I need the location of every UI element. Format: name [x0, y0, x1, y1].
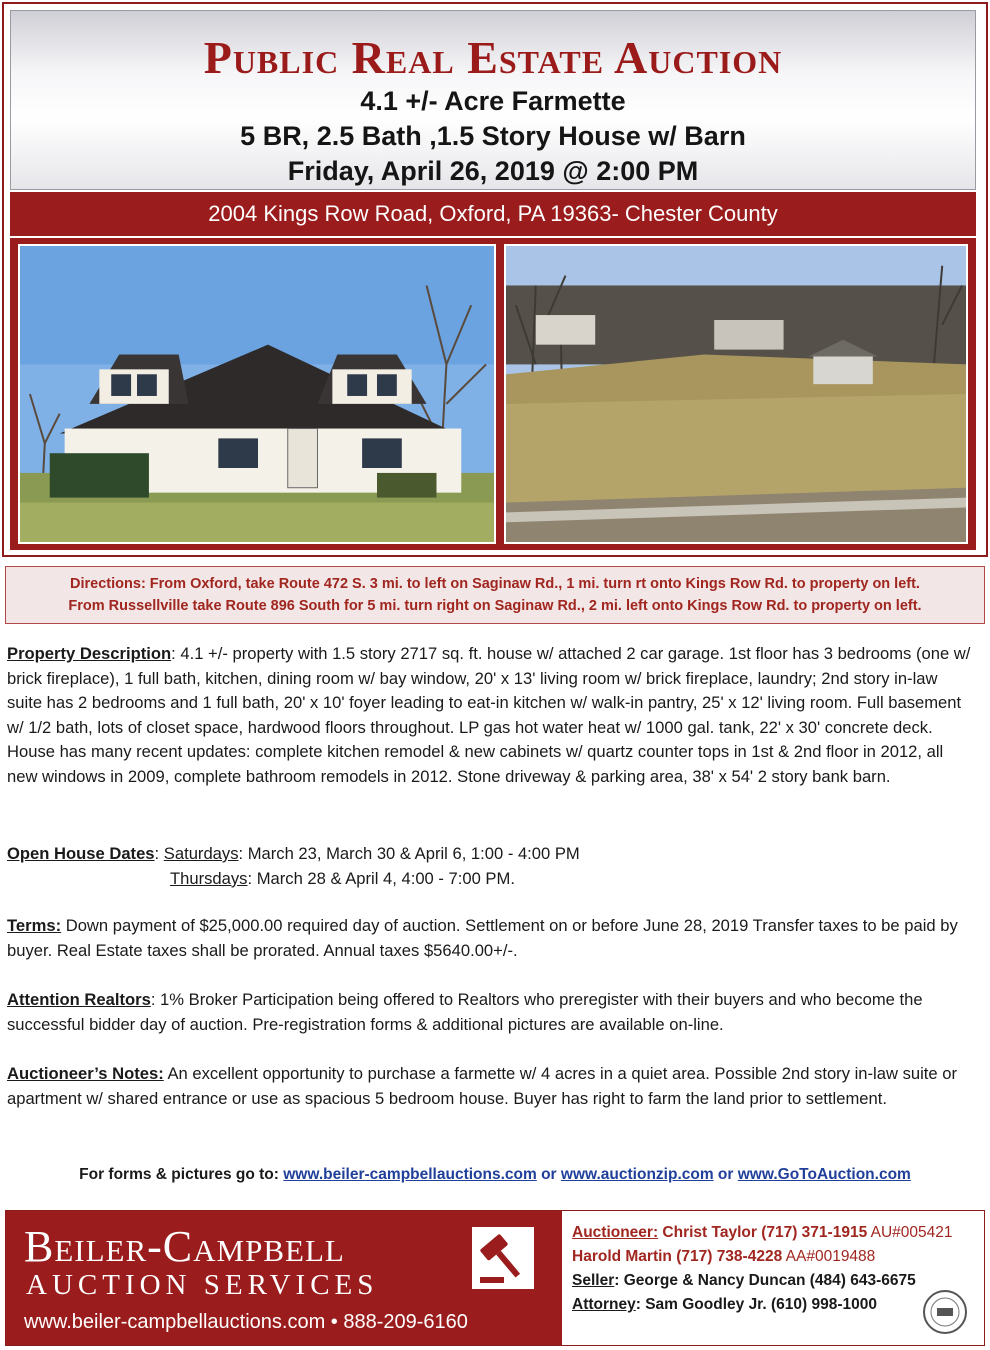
footer [5, 1210, 985, 1346]
terms-label: Terms: [7, 916, 62, 935]
directions-box [5, 566, 985, 624]
page-title: Public Real Estate Auction [203, 32, 783, 83]
link-auctionzip[interactable]: www.auctionzip.com [560, 1166, 714, 1183]
open-house-label: Open House Dates [7, 844, 155, 863]
auctioneer-2-license: AA#0019488 [782, 1248, 876, 1265]
terms [7, 914, 977, 963]
directions-line-1: Directions: From Oxford, take Route 472 S. 3 mi. to left on Saginaw Rd., 1 mi. turn rt onto Kings Row Rd. to property on left. [70, 576, 920, 592]
auctioneer-label: Auctioneer: [572, 1224, 659, 1241]
forms-or-1: or [536, 1166, 561, 1183]
company-name: Beiler-Campbell [24, 1222, 345, 1271]
company-web-phone: www.beiler-campbellauctions.com • 888-209-6160 [24, 1311, 468, 1333]
thursdays-text: : March 28 & April 4, 4:00 - 7:00 PM. [247, 868, 515, 888]
auctioneers-notes-label: Auctioneer’s Notes: [7, 1064, 164, 1083]
attorney-label: Attorney [572, 1296, 636, 1313]
company-logo-block [6, 1211, 562, 1345]
auctioneer-1: Christ Taylor (717) 371-1915 [658, 1224, 868, 1241]
link-gotoauction[interactable]: www.GoToAuction.com [737, 1166, 911, 1183]
auction-date-line: Friday, April 26, 2019 @ 2:00 PM [287, 156, 699, 186]
link-beiler-campbell[interactable]: www.beiler-campbellauctions.com [283, 1166, 537, 1183]
open-house-dates: Open House Dates: Saturdays: March 23, March 30 & April 6, 1:00 - 4:00 PM Thursdays: March 28 & April 4, 4:00 - 7:00 PM. [7, 844, 580, 888]
seller-label: Seller [572, 1272, 615, 1289]
auctioneer-1-license: AU#005421 [867, 1224, 953, 1241]
property-description [7, 642, 977, 790]
company-services: AUCTION SERVICES [26, 1269, 379, 1301]
terms-text: Down payment of $25,000.00 required day of auction. Settlement on or before June 28, 2019 Transfer taxes to be paid by buyer. Real Estate taxes shall be prorated. Annual taxes $5640.00+/-. [7, 916, 958, 960]
forms-or-2: or [713, 1166, 738, 1183]
auctioneer-2: Harold Martin (717) 738-4228 [572, 1248, 783, 1265]
saturdays-label: Saturdays [163, 844, 239, 863]
photo-strip [10, 238, 976, 550]
directions-line-2: From Russellville take Route 896 South for 5 mi. turn right on Saginaw Rd., 2 mi. left onto Kings Row Rd. to property on left. [68, 598, 922, 614]
property-description-label: Property Description [7, 644, 172, 663]
farmland-barn-photo [504, 244, 968, 544]
attention-realtors [7, 988, 977, 1037]
auctioneers-notes [7, 1062, 977, 1111]
attorney: : Sam Goodley Jr. (610) 998-1000 [635, 1296, 877, 1313]
house-summary-line: 5 BR, 2.5 Bath ,1.5 Story House w/ Barn [240, 121, 746, 151]
acreage-line: 4.1 +/- Acre Farmette [360, 86, 626, 116]
attention-realtors-label: Attention Realtors [7, 990, 151, 1009]
property-description-text: : 4.1 +/- property with 1.5 story 2717 sq. ft. house w/ attached 2 car garage. 1st floor has 3 bedrooms (one w/ brick fireplace), 1 full bath, kitchen, dining room w/ bay window, 20' x 13' living room w/ brick fireplace, laundry; 2nd story in-law suite has 2 bedrooms and 1 full bath, 20' x 10' foyer leading to eat-in kitchen w/ walk-in pantry, 25' x 12' living room. Full basement w/ 1/2 bath, lots of closet space, hardwood floors throughout. LP gas hot water heat w/ 1000 gal. tank, 22' x 30' concrete deck. House has many recent updates: complete kitchen remodel & new cabinets w/ quartz counter tops in 1st & 2nd floor in 2012, all new windows in 2009, complete bathroom remodels in 2012. Stone driveway & parking area, 38' x 54' 2 story bank barn. [7, 644, 971, 786]
header-banner [10, 10, 976, 190]
auctioneers-notes-text: An excellent opportunity to purchase a farmette w/ 4 acres in a quiet area. Possible 2nd story in-law suite or apartment w/ shared entrance or use as spacious 5 bedroom house. Buyer has right to farm the land prior to settlement. [7, 1064, 957, 1108]
seller: : George & Nancy Duncan (484) 643-6675 [614, 1272, 916, 1289]
forms-links [0, 1166, 990, 1184]
saturdays-text: : March 23, March 30 & April 6, 1:00 - 4:00 PM [238, 844, 580, 863]
thursdays-label: Thursdays [170, 868, 248, 888]
address-bar: 2004 Kings Row Road, Oxford, PA 19363- Chester County [10, 192, 976, 236]
gavel-icon [472, 1227, 534, 1289]
attention-realtors-text: : 1% Broker Participation being offered to Realtors who preregister with their buyers and who become the successful bidder day of auction. Pre-registration forms & additional pictures are available on-line. [7, 990, 923, 1034]
forms-prefix: For forms & pictures go to: [79, 1166, 284, 1183]
house-photo [18, 244, 496, 544]
association-seal-icon [920, 1289, 970, 1335]
